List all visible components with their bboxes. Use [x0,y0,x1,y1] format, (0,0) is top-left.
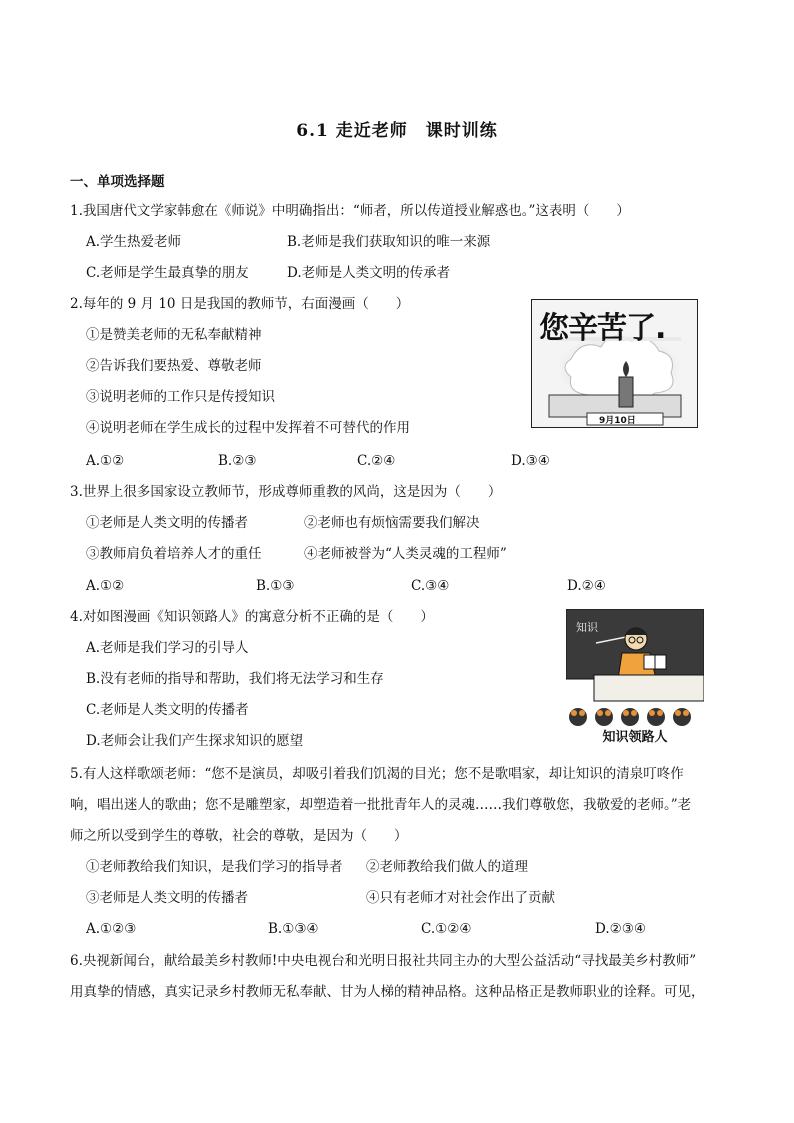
blackboard-text: 知识 [576,621,598,634]
question-5-statement-3: ③老师是人类文明的传播者 [86,890,248,906]
question-5-statement-4: ④只有老师才对社会作出了贡献 [366,890,555,906]
question-5-statement-2: ②老师教给我们做人的道理 [366,859,528,875]
question-2-option-c: C.②④ [357,453,396,469]
question-2-statement-3: ③说明老师的工作只是传授知识 [86,389,275,405]
question-6-stem-line-1: 6.央视新闻台，献给最美乡村教师!中央电视台和光明日报社共同主办的大型公益活动“寻找最美乡村教师” [70,953,697,969]
question-3-option-d: D.②④ [567,578,606,594]
question-4-option-b: B.没有老师的指导和帮助，我们将无法学习和生存 [86,671,384,687]
question-3-option-c: C.③④ [411,578,450,594]
page-title: 6.1 走近老师 课时训练 [296,121,498,141]
question-2-option-d: D.③④ [511,453,550,469]
question-2-statement-1: ①是赞美老师的无私奉献精神 [86,327,262,343]
section-heading: 一、单项选择题 [70,174,165,190]
question-5-option-b: B.①③④ [268,921,319,937]
cartoon-date: 9月10日 [599,416,636,426]
question-4-stem: 4.对如图漫画《知识领路人》的寓意分析不正确的是（ ） [70,609,434,625]
question-1-option-a: A.学生热爱老师 [86,234,182,250]
question-3-option-a: A.①② [86,578,125,594]
question-3-statement-1: ①老师是人类文明的传播者 [86,515,248,531]
question-3-option-b: B.①③ [256,578,295,594]
question-3-statement-2: ②老师也有烦恼需要我们解决 [304,515,480,531]
question-5-stem-line-2: 响，唱出迷人的歌曲；您不是雕塑家，却塑造着一批批青年人的灵魂……我们尊敬您，我敬爱的老师。”老 [70,797,692,813]
question-3-stem: 3.世界上很多国家设立教师节，形成尊师重教的风尚，这是因为（ ） [70,484,502,500]
question-1-option-b: B.老师是我们获取知识的唯一来源 [287,234,491,250]
question-5-option-a: A.①②③ [86,921,137,937]
question-4-option-a: A.老师是我们学习的引导人 [86,640,249,656]
question-5-stem-line-3: 师之所以受到学生的尊敬，社会的尊敬，是因为（ ） [70,828,408,844]
question-4-option-d: D.老师会让我们产生探求知识的愿望 [86,733,304,749]
question-5-option-c: C.①②④ [421,921,472,937]
question-5-stem-line-1: 5.有人这样歌颂老师：“您不是演员，却吸引着我们饥渴的目光；您不是歌唱家，却让知识的清泉叮咚作 [70,766,684,782]
question-1-option-d: D.老师是人类文明的传承者 [287,265,451,281]
question-1-stem: 1.我国唐代文学家韩愈在《师说》中明确指出：“师者，所以传道授业解惑也。”这表明（ ） [70,203,630,219]
question-3-statement-4: ④老师被誉为“人类灵魂的工程师” [304,546,507,562]
question-5-option-d: D.②③④ [595,921,646,937]
question-2-option-b: B.②③ [218,453,257,469]
question-2-statement-2: ②告诉我们要热爱、尊敬老师 [86,358,262,374]
candle-cartoon [531,299,698,428]
question-2-statement-4: ④说明老师在学生成长的过程中发挥着不可替代的作用 [86,420,410,436]
question-6-stem-line-2: 用真挚的情感，真实记录乡村教师无私奉献、甘为人梯的精神品格。这种品格正是教师职业的诠释。可见， [70,984,705,1000]
cartoon-caption: 您辛苦了. [539,311,666,346]
cartoon-caption: 知识领路人 [602,730,668,745]
question-2-stem: 2.每年的 9 月 10 日是我国的教师节，右面漫画（ ） [70,296,410,312]
question-5-statement-1: ①老师教给我们知识，是我们学习的指导者 [86,859,343,875]
question-4-option-c: C.老师是人类文明的传播者 [86,702,249,718]
question-1-option-c: C.老师是学生最真挚的朋友 [86,265,249,281]
question-2-option-a: A.①② [86,453,125,469]
knowledge-guide-cartoon [566,609,704,745]
question-3-statement-3: ③教师肩负着培养人才的重任 [86,546,262,562]
